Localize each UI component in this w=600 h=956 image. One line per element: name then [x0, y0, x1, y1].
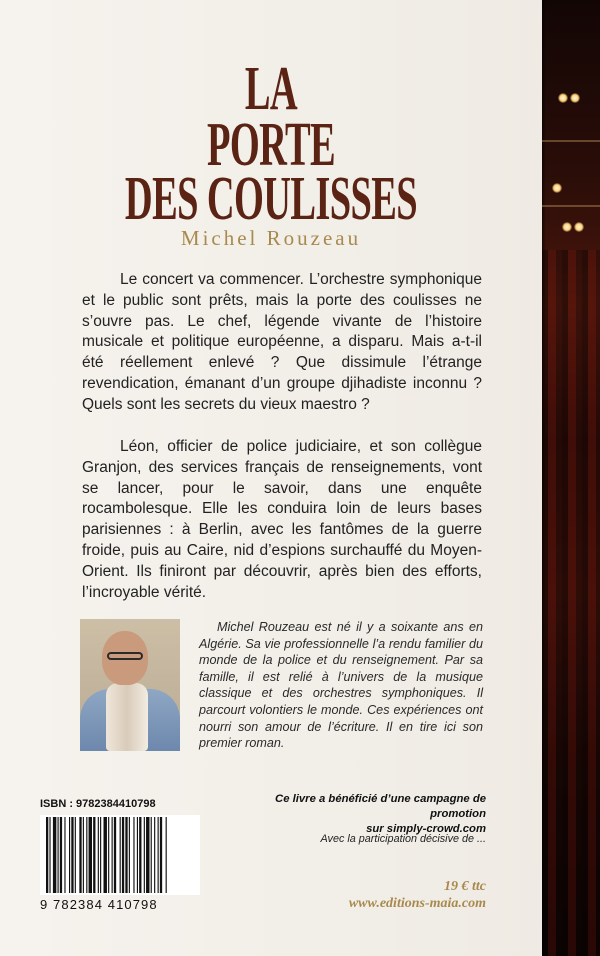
author-bio: Michel Rouzeau est né il y a soixante ans en Algérie. Sa vie professionnelle l’a rendu familier du monde de la police et du renseignement. Par sa famille, il est relié à l’univers de la musique classique et des orchestres symphoniques. Il parcourt volontiers le monde. Ces expériences ont nourri son amour de l’écriture. Il en tire ici son premier roman.: [199, 620, 483, 751]
barcode-bar: [49, 817, 50, 893]
barcode-bar: [53, 817, 56, 893]
barcode-bar: [154, 817, 155, 893]
barcode-bar: [60, 817, 62, 893]
chandelier-light: [574, 222, 584, 232]
barcode-bar: [98, 817, 99, 893]
barcode-bar: [93, 817, 95, 893]
barcode-bar: [144, 817, 145, 893]
barcode-bar: [79, 817, 81, 893]
photo-glasses: [107, 652, 143, 660]
barcode-bar: [100, 817, 101, 893]
barcode-bar: [137, 817, 138, 893]
barcode-bar: [69, 817, 70, 893]
promo-line-2: sur simply-crowd.com: [366, 823, 486, 835]
photo-scarf: [106, 683, 148, 751]
barcode-bar: [120, 817, 121, 893]
barcode-number: 9 782384 410798: [40, 897, 158, 912]
barcode-bar: [146, 817, 149, 893]
barcode-bar: [133, 817, 134, 893]
barcode-bar: [112, 817, 113, 893]
isbn-label: ISBN : 9782384410798: [40, 798, 156, 810]
barcode-bar: [83, 817, 84, 893]
chandelier-light: [552, 183, 562, 193]
barcode-bar: [158, 817, 159, 893]
blurb-paragraph-1: Le concert va commencer. L’orchestre symphonique et le public sont prêts, mais la porte des coulisses ne s’ouvre pas. Le chef, légende vivante de l’histoire musicale et politique européenne, a disparu. Mais a-t-il été réellement enlevé ? Que dissimule l’étrange revendication, émanant d’un groupe djihadiste inconnu ? Quels sont les secrets du vieux maestro ?: [82, 271, 482, 413]
barcode-bar: [71, 817, 73, 893]
chandelier-light: [570, 93, 580, 103]
author-photo: [80, 619, 180, 751]
stage-curtain: [542, 250, 600, 956]
barcode-bar: [108, 817, 109, 893]
barcode-bar: [122, 817, 124, 893]
barcode: [40, 815, 200, 895]
blurb-paragraph-2: Léon, officier de police judiciaire, et son collègue Granjon, des services français de renseignements, vont se lancer, pour le savoir, dans une enquête rocambolesque. Elle les conduira loin de leurs bases parisiennes : à Berlin, avec les fantômes de la guerre froide, puis au Caire, nid d’espions surchauffé du Moyen-Orient. Ils finiront par découvrir, après bien des efforts, l’incroyable vérité.: [82, 438, 482, 601]
price: 19 € ttc: [444, 879, 486, 894]
chandelier-light: [562, 222, 572, 232]
barcode-bar: [160, 817, 162, 893]
balcony-line: [542, 205, 600, 207]
chandelier-light: [558, 93, 568, 103]
participation-text: Avec la participation décisive de ...: [320, 833, 486, 845]
barcode-bar: [114, 817, 116, 893]
barcode-bar: [86, 817, 87, 893]
barcode-bar: [139, 817, 141, 893]
barcode-bar: [75, 817, 76, 893]
book-title-line-1: LA: [244, 55, 298, 123]
barcode-bar: [104, 817, 107, 893]
barcode-bar: [166, 817, 167, 893]
promo-line-1: Ce livre a bénéficié d’une campagne de promotion: [275, 793, 486, 820]
barcode-bars: [40, 815, 200, 895]
publisher-website: www.editions-maia.com: [348, 896, 486, 911]
barcode-bar: [89, 817, 92, 893]
barcode-bar: [46, 817, 48, 893]
book-title-line-3: DES COULISSES: [124, 165, 418, 233]
book-title-line-2: PORTE: [207, 111, 335, 179]
balcony-line: [542, 140, 600, 142]
barcode-bar: [58, 817, 59, 893]
barcode-bar: [151, 817, 152, 893]
barcode-bar: [129, 817, 130, 893]
promo-text: [220, 792, 486, 837]
author-name: Michel Rouzeau: [180, 226, 362, 250]
barcode-bar: [125, 817, 127, 893]
barcode-bar: [64, 817, 65, 893]
theater-photo-strip: [542, 0, 600, 956]
